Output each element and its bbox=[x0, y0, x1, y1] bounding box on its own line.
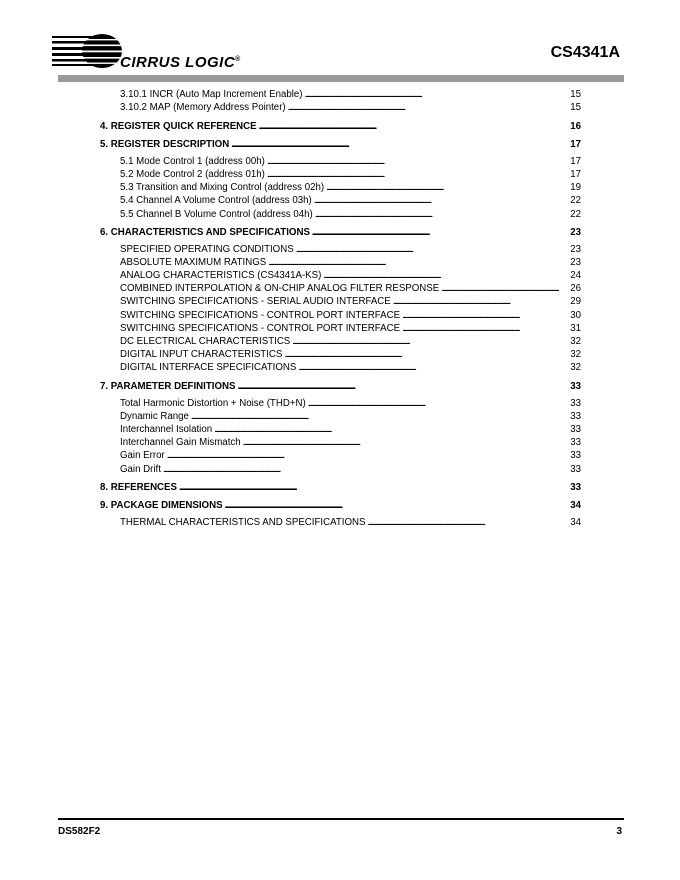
toc-section-entry[interactable] bbox=[100, 138, 581, 151]
toc-entry[interactable] bbox=[100, 101, 581, 114]
toc-entry[interactable] bbox=[100, 256, 581, 269]
toc-entry-label: 8. REFERENCES bbox=[100, 481, 177, 493]
toc-section-entry[interactable] bbox=[100, 481, 581, 494]
toc-entry-label: SPECIFIED OPERATING CONDITIONS bbox=[120, 243, 294, 255]
toc-entry-label: DC ELECTRICAL CHARACTERISTICS bbox=[120, 336, 291, 348]
toc-entry-label: Gain Error bbox=[120, 450, 165, 462]
toc-entry[interactable] bbox=[100, 194, 581, 207]
toc-entry-label: 5.2 Mode Control 2 (address 01h) bbox=[120, 168, 265, 180]
toc-entry-page: 17 bbox=[570, 138, 581, 150]
toc-entry-label: Dynamic Range bbox=[120, 410, 189, 422]
dot-leader bbox=[191, 410, 565, 423]
dot-leader bbox=[268, 256, 565, 269]
toc-entry-label: 5.4 Channel A Volume Control (address 03h) bbox=[120, 195, 312, 207]
dot-leader bbox=[402, 309, 565, 322]
toc-entry[interactable] bbox=[100, 309, 581, 322]
toc-entry[interactable] bbox=[100, 436, 581, 449]
toc-entry-label: 6. CHARACTERISTICS AND SPECIFICATIONS bbox=[100, 226, 310, 238]
toc-entry-label: 3.10.2 MAP (Memory Address Pointer) bbox=[120, 102, 286, 114]
toc-entry[interactable] bbox=[100, 322, 581, 335]
toc-entry-label: 5. REGISTER DESCRIPTION bbox=[100, 138, 230, 150]
toc-entry-label: Gain Drift bbox=[120, 463, 161, 475]
toc-entry-page: 34 bbox=[570, 500, 581, 512]
toc-entry-page: 33 bbox=[570, 481, 581, 493]
dot-leader bbox=[259, 120, 565, 133]
dot-leader bbox=[296, 243, 565, 256]
toc-entry-page: 17 bbox=[570, 168, 581, 180]
toc-entry-label: SWITCHING SPECIFICATIONS - CONTROL PORT INTERFACE bbox=[120, 309, 401, 321]
toc-entry-page: 33 bbox=[570, 463, 581, 475]
toc-entry-page: 19 bbox=[570, 182, 581, 194]
toc-entry-page: 24 bbox=[570, 270, 581, 281]
dot-leader bbox=[315, 208, 565, 221]
header-divider bbox=[58, 75, 624, 82]
dot-leader bbox=[393, 295, 565, 308]
toc-entry-page: 33 bbox=[570, 380, 581, 392]
dot-leader bbox=[305, 88, 565, 101]
toc-entry-page: 32 bbox=[570, 336, 581, 348]
dot-leader bbox=[267, 168, 565, 181]
toc-entry-label: 7. PARAMETER DEFINITIONS bbox=[100, 380, 236, 392]
toc-entry-page: 29 bbox=[570, 296, 581, 308]
toc-entry-page: 23 bbox=[570, 243, 581, 255]
toc-entry-label: ABSOLUTE MAXIMUM RATINGS bbox=[120, 256, 267, 268]
dot-leader bbox=[214, 423, 565, 436]
dot-leader bbox=[308, 397, 565, 410]
toc-entry-page: 30 bbox=[570, 309, 581, 321]
toc-entry-page: 15 bbox=[570, 89, 581, 100]
toc-entry-label: Interchannel Isolation bbox=[120, 423, 213, 435]
toc-entry-page: 23 bbox=[570, 256, 581, 268]
document-title: CS4341A bbox=[550, 44, 620, 61]
toc-entry[interactable] bbox=[100, 168, 581, 181]
toc-entry-label: 5.5 Channel B Volume Control (address 04h) bbox=[120, 208, 313, 220]
toc-entry[interactable] bbox=[100, 423, 581, 436]
dot-leader bbox=[267, 155, 565, 168]
toc-entry[interactable] bbox=[100, 88, 581, 101]
toc-entry-label: 5.3 Transition and Mixing Control (address 02h) bbox=[120, 182, 325, 194]
toc-entry-page: 17 bbox=[570, 155, 581, 167]
toc-entry-label: ANALOG CHARACTERISTICS (CS4341A-KS) bbox=[120, 270, 322, 281]
toc-entry[interactable] bbox=[100, 463, 581, 476]
toc-entry-page: 22 bbox=[570, 195, 581, 207]
toc-entry-page: 16 bbox=[570, 120, 581, 132]
toc-entry-label: Total Harmonic Distortion + Noise (THD+N) bbox=[120, 397, 306, 409]
document-number: DS582F2 bbox=[58, 826, 101, 837]
toc-entry-page: 34 bbox=[570, 517, 581, 529]
dot-leader bbox=[167, 449, 565, 462]
toc-entry-label: COMBINED INTERPOLATION & ON-CHIP ANALOG FILTER RESPONSE bbox=[120, 283, 440, 295]
footer-divider bbox=[58, 818, 624, 820]
toc-entry-label: Interchannel Gain Mismatch bbox=[120, 437, 241, 449]
dot-leader bbox=[314, 194, 565, 207]
toc-entry-page: 26 bbox=[570, 283, 581, 295]
toc-entry-label: DIGITAL INPUT CHARACTERISTICS bbox=[120, 349, 283, 361]
dot-leader bbox=[312, 226, 565, 239]
toc-entry-label: DIGITAL INTERFACE SPECIFICATIONS bbox=[120, 362, 297, 374]
toc-entry[interactable] bbox=[100, 397, 581, 410]
dot-leader bbox=[179, 481, 565, 494]
toc-entry[interactable] bbox=[100, 295, 581, 308]
dot-leader bbox=[326, 181, 565, 194]
toc-entry-page: 33 bbox=[570, 410, 581, 422]
company-logo-text: CIRRUS LOGIC® bbox=[120, 54, 241, 71]
dot-leader bbox=[292, 335, 565, 348]
toc-entry-label: SWITCHING SPECIFICATIONS - CONTROL PORT INTERFACE bbox=[120, 322, 401, 334]
toc-entry[interactable] bbox=[100, 243, 581, 256]
toc-entry-page: 15 bbox=[570, 102, 581, 114]
dot-leader bbox=[441, 282, 565, 295]
dot-leader bbox=[367, 516, 565, 529]
page-number: 3 bbox=[616, 826, 622, 837]
toc-entry-label: 5.1 Mode Control 1 (address 00h) bbox=[120, 155, 265, 167]
toc-entry-label: THERMAL CHARACTERISTICS AND SPECIFICATIONS bbox=[120, 517, 366, 529]
toc-entry-page: 32 bbox=[570, 349, 581, 361]
dot-leader bbox=[323, 269, 565, 282]
dot-leader bbox=[288, 101, 565, 114]
toc-entry-page: 23 bbox=[570, 226, 581, 238]
dot-leader bbox=[284, 348, 565, 361]
toc-entry[interactable] bbox=[100, 449, 581, 462]
toc-entry[interactable] bbox=[100, 269, 581, 282]
toc-entry[interactable] bbox=[100, 282, 581, 295]
toc-entry-label: 9. PACKAGE DIMENSIONS bbox=[100, 500, 223, 512]
toc-entry[interactable] bbox=[100, 516, 581, 529]
dot-leader bbox=[231, 138, 565, 151]
toc-entry[interactable] bbox=[100, 155, 581, 168]
dot-leader bbox=[243, 436, 565, 449]
toc-entry-page: 33 bbox=[570, 450, 581, 462]
toc-section-entry[interactable] bbox=[100, 499, 581, 512]
toc-entry[interactable] bbox=[100, 181, 581, 194]
toc-entry-page: 33 bbox=[570, 423, 581, 435]
table-of-contents bbox=[100, 88, 581, 529]
toc-entry-page: 22 bbox=[570, 208, 581, 220]
dot-leader bbox=[225, 499, 565, 512]
toc-entry-page: 33 bbox=[570, 397, 581, 409]
toc-section-entry[interactable] bbox=[100, 120, 581, 133]
toc-entry-page: 33 bbox=[570, 437, 581, 449]
toc-section-entry[interactable] bbox=[100, 226, 581, 239]
cirrus-logo-icon bbox=[52, 30, 128, 72]
dot-leader bbox=[298, 361, 565, 374]
dot-leader bbox=[237, 380, 565, 393]
toc-entry[interactable] bbox=[100, 348, 581, 361]
toc-entry[interactable] bbox=[100, 410, 581, 423]
toc-entry[interactable] bbox=[100, 335, 581, 348]
toc-section-entry[interactable] bbox=[100, 380, 581, 393]
dot-leader bbox=[163, 463, 565, 476]
dot-leader bbox=[402, 322, 565, 335]
toc-entry[interactable] bbox=[100, 208, 581, 221]
toc-entry-label: SWITCHING SPECIFICATIONS - SERIAL AUDIO INTERFACE bbox=[120, 296, 391, 308]
toc-entry-page: 31 bbox=[570, 322, 581, 334]
page-header bbox=[0, 0, 680, 80]
toc-entry-page: 32 bbox=[570, 362, 581, 374]
toc-entry-label: 4. REGISTER QUICK REFERENCE bbox=[100, 120, 257, 132]
toc-entry-label: 3.10.1 INCR (Auto Map Increment Enable) bbox=[120, 89, 303, 100]
toc-entry[interactable] bbox=[100, 361, 581, 374]
